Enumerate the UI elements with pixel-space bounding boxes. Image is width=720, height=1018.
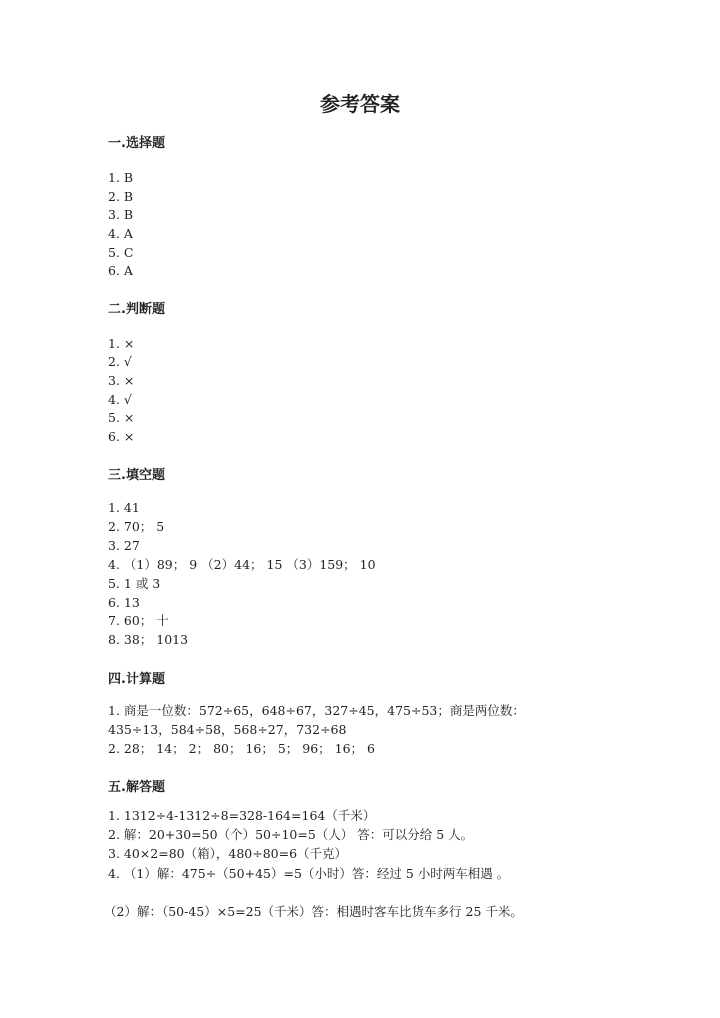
answer-line: 1. 商是一位数：572÷65，648÷67，327÷45，475÷53；商是两位数： <box>108 703 525 718</box>
answer-line: 3. B <box>108 207 134 222</box>
answer-line: 4. （1）89； 9 （2）44； 15 （3）159； 10 <box>108 557 376 572</box>
answer-line: 5. 1 或 3 <box>108 576 161 591</box>
answer-line: 8. 38； 1013 <box>108 632 189 647</box>
answer-line: 2. 28； 14； 2； 80； 16； 5； 96； 16； 6 <box>108 741 375 756</box>
section-heading: 二.判断题 <box>108 302 165 317</box>
answer-line: （2）解：（50-45）×5=25（千米）答：相遇时客车比货车多行 25 千米。 <box>104 904 523 919</box>
answer-line: 5. C <box>108 245 134 260</box>
answer-line: 1. 1312÷4-1312÷8=328-164=164（千米） <box>108 808 376 823</box>
answer-line: 5. × <box>108 410 135 425</box>
answer-line: 2. B <box>108 189 134 204</box>
answer-line: 3. × <box>108 373 135 388</box>
answer-line: 4. A <box>108 226 133 241</box>
answer-line: 435÷13，584÷58，568÷27，732÷68 <box>108 722 347 737</box>
answer-line: 2. √ <box>108 354 132 369</box>
answer-line: 1. 41 <box>108 500 140 515</box>
answer-line: 4. √ <box>108 392 132 407</box>
answer-line: 3. 40×2=80（箱），480÷80=6（千克） <box>108 846 348 861</box>
answer-line: 6. 13 <box>108 595 140 610</box>
section-heading: 一.选择题 <box>108 136 165 151</box>
answer-line: 3. 27 <box>108 538 140 553</box>
answer-line: 6. A <box>108 263 133 278</box>
answer-line: 4. （1）解：475÷（50+45）=5（小时）答：经过 5 小时两车相遇 。 <box>108 866 510 881</box>
answer-line: 6. × <box>108 429 135 444</box>
section-heading: 五.解答题 <box>108 780 165 795</box>
section-heading: 三.填空题 <box>108 468 165 483</box>
answer-line: 2. 70； 5 <box>108 519 165 534</box>
section-heading: 四.计算题 <box>108 672 165 687</box>
answer-line: 1. × <box>108 336 135 351</box>
page-title: 参考答案 <box>320 92 400 116</box>
answer-line: 7. 60； 十 <box>108 613 169 628</box>
answer-line: 2. 解：20+30=50（个）50÷10=5（人） 答：可以分给 5 人。 <box>108 827 474 842</box>
answer-line: 1. B <box>108 170 134 185</box>
